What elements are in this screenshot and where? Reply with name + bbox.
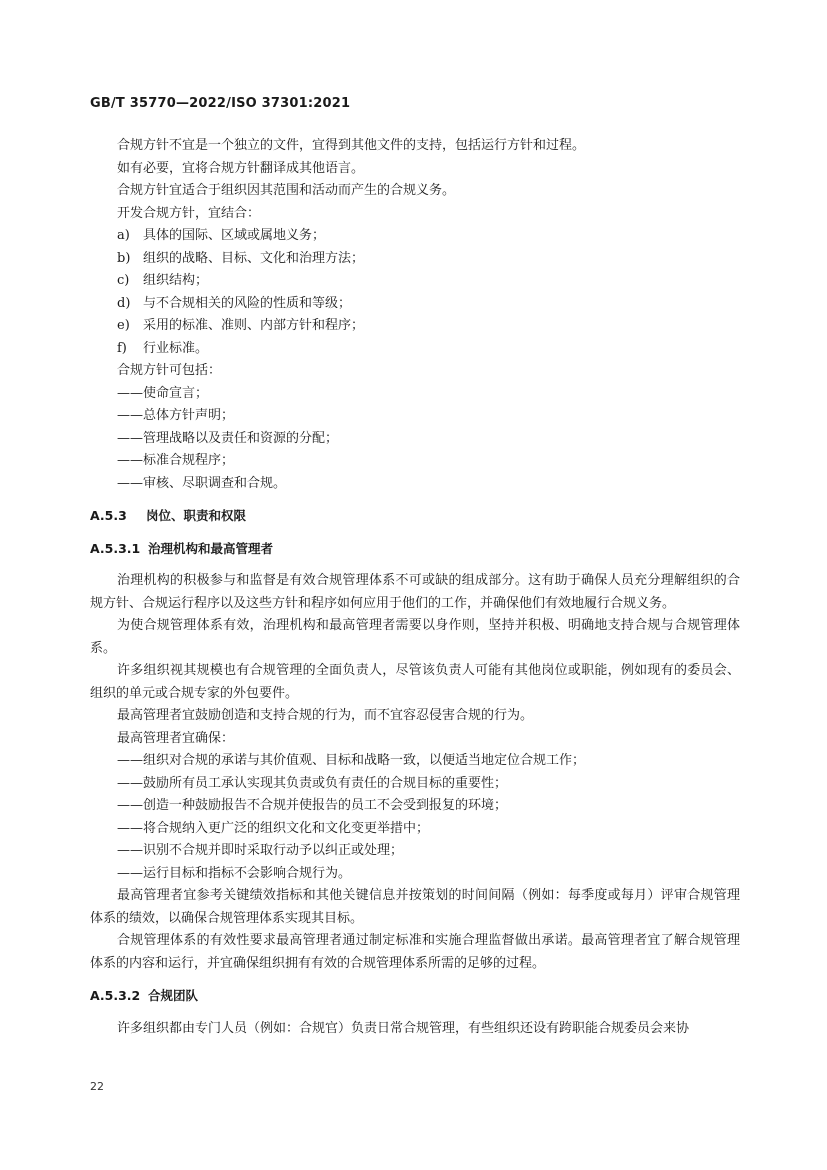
paragraph: 如有必要，宜将合规方针翻译成其他语言。: [117, 160, 365, 176]
section-title: 治理机构和最高管理者: [148, 540, 274, 556]
standard-id-header: GB/T 35770—2022/ISO 37301:2021: [90, 96, 351, 111]
list-text: 与不合规相关的风险的性质和等级；: [143, 295, 352, 311]
list-item: [90, 293, 740, 316]
list-marker: a): [117, 228, 130, 243]
paragraph: 治理机构的积极参与和监督是有效合规管理体系不可或缺的组成部分。这有助于确保人员充分理解组织的合规方针、合规运行程序以及这些方针和程序如何应用于他们的工作，并确保他们有效地履行合规义务。: [90, 573, 740, 611]
list-text: 采用的标准、准则、内部方针和程序；: [143, 318, 365, 333]
dash-item: ——将合规纳入更广泛的组织文化和文化变更举措中；: [117, 820, 430, 836]
list-item: [90, 315, 740, 338]
section-heading-a532: [90, 985, 740, 1008]
paragraph: 合规管理体系的有效性要求最高管理者通过制定标准和实施合理监督做出承诺。最高管理者宜了解合规管理体系的内容和运行，并宜确保组织拥有有效的合规管理体系所需的足够的过程。: [90, 933, 740, 971]
section-title: 合规团队: [148, 988, 199, 1003]
list-text: 组织的战略、目标、文化和治理方法；: [143, 250, 365, 266]
list-text: 行业标准。: [143, 340, 209, 356]
dash-item: ——运行目标和指标不会影响合规行为。: [117, 865, 352, 881]
section-number: A.5.3.1: [90, 540, 141, 556]
section-title: 岗位、职责和权限: [146, 508, 247, 523]
list-marker: c): [117, 273, 130, 288]
paragraph: 合规方针不宜是一个独立的文件，宜得到其他文件的支持，包括运行方针和过程。: [117, 138, 586, 153]
list-marker: b): [117, 250, 131, 266]
paragraph: 许多组织都由专门人员（例如：合规官）负责日常合规管理，有些组织还设有跨职能合规委员会来协: [117, 1020, 690, 1036]
dash-item: ——创造一种鼓励报告不合规并使报告的员工不会受到报复的环境；: [117, 798, 508, 813]
list-item: [90, 248, 740, 271]
dash-item: ——总体方针声明；: [117, 408, 235, 423]
list-marker: f): [117, 340, 127, 356]
dash-item: ——组织对合规的承诺与其价值观、目标和战略一致，以便适当地定位合规工作；: [117, 753, 586, 768]
dash-item: ——使命宣言；: [117, 385, 209, 401]
list-item: [90, 225, 740, 248]
dash-item: ——标准合规程序；: [117, 453, 235, 468]
section-number: A.5.3: [90, 508, 127, 523]
page-number: 22: [90, 1080, 104, 1093]
list-text: 具体的国际、区域或属地义务；: [143, 228, 326, 243]
list-item: [90, 270, 740, 293]
list-item: [90, 338, 740, 361]
list-marker: e): [117, 318, 130, 333]
paragraph: 最高管理者宜确保：: [117, 730, 235, 746]
paragraph: 许多组织视其规模也有合规管理的全面负责人，尽管该负责人可能有其他岗位或职能，例如现有的委员会、组织的单元或合规专家的外包要件。: [90, 663, 740, 701]
paragraph: 合规方针可包括：: [117, 363, 222, 378]
paragraph: 最高管理者宜鼓励创造和支持合规的行为，而不宜容忍侵害合规的行为。: [117, 708, 534, 723]
dash-item: ——管理战略以及责任和资源的分配；: [117, 430, 339, 446]
paragraph: 最高管理者宜参考关键绩效指标和其他关键信息并按策划的时间间隔（例如：每季度或每月）评审合规管理体系的绩效，以确保合规管理体系实现其目标。: [90, 888, 740, 926]
dash-item: ——识别不合规并即时采取行动予以纠正或处理；: [117, 843, 404, 858]
list-marker: d): [117, 295, 131, 311]
section-number: A.5.3.2: [90, 988, 141, 1003]
list-text: 组织结构；: [143, 273, 209, 288]
dash-item: ——审核、尽职调查和合规。: [117, 475, 287, 491]
paragraph: 为使合规管理体系有效，治理机构和最高管理者需要以身作则，坚持并积极、明确地支持合规与合规管理体系。: [90, 618, 740, 656]
section-heading-a531: [90, 538, 740, 561]
paragraph: 开发合规方针，宜结合：: [117, 205, 261, 221]
section-heading-a53: [90, 505, 740, 528]
page-content: [90, 135, 740, 1040]
paragraph: 合规方针宜适合于组织因其范围和活动而产生的合规义务。: [117, 183, 456, 198]
dash-item: ——鼓励所有员工承认实现其负责或负有责任的合规目标的重要性；: [117, 775, 508, 791]
